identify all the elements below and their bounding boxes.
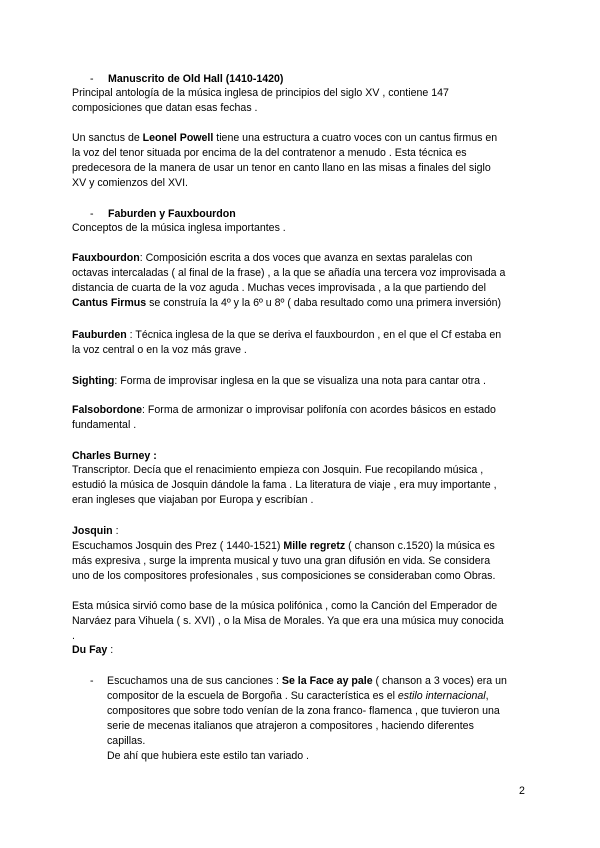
heading-old-hall: Manuscrito de Old Hall (1410-1420) bbox=[108, 73, 284, 85]
text-run: ( chanson a 3 voces) era un bbox=[372, 675, 507, 687]
text-line: octavas intercaladas ( al final de la frase) , a la que se añadía una tercera voz improvisada a bbox=[72, 267, 506, 279]
text-line: distancia de cuarta de la voz aguda . Muchas veces improvisada , a la que partiendo del bbox=[72, 282, 486, 294]
bullet-dash: - bbox=[90, 73, 94, 85]
text-line: eran ingleses que viajaban por Europa y escribían . bbox=[72, 494, 314, 506]
text-run: tiene una estructura a cuatro voces con un cantus firmus en bbox=[213, 132, 498, 144]
heading-josquin: Josquin bbox=[72, 525, 113, 537]
text-line: Narváez para Vihuela ( s. XVI) , o la Misa de Morales. Ya que era una música muy conocida bbox=[72, 615, 504, 627]
text-line bbox=[72, 645, 113, 656]
text-line: predecesora de la manera de usar un tenor en canto llano en las misas a finales del siglo bbox=[72, 162, 491, 174]
text-line bbox=[72, 526, 119, 537]
term-mille-regretz: Mille regretz bbox=[283, 540, 346, 552]
text-line bbox=[72, 298, 501, 309]
text-line: . bbox=[72, 630, 75, 642]
text-line: fundamental . bbox=[72, 419, 137, 431]
text-run: Escuchamos una de sus canciones : bbox=[107, 675, 282, 687]
text-run: ( chanson c.1520) la música es bbox=[345, 540, 495, 552]
text-line bbox=[72, 330, 501, 341]
term-cantus-firmus: Cantus Firmus bbox=[72, 297, 147, 309]
text-line: Esta música sirvió como base de la música polifónica , como la Canción del Emperador de bbox=[72, 600, 498, 612]
text-line bbox=[72, 376, 486, 387]
text-run: : Composición escrita a dos voces que avanza en sextas paralelas con bbox=[139, 252, 473, 264]
text-line: compositores que sobre todo venían de la zona franco- flamenca , que tuvieron una bbox=[107, 705, 500, 717]
heading-du-fay: Du Fay bbox=[72, 644, 108, 656]
text-run: , bbox=[485, 690, 489, 702]
bullet-dash: - bbox=[90, 675, 94, 687]
text-line bbox=[107, 676, 507, 687]
text-line: Conceptos de la música inglesa importantes . bbox=[72, 222, 286, 234]
text-line: XV y comienzos del XVI. bbox=[72, 177, 188, 189]
term-leonel-powell: Leonel Powell bbox=[142, 132, 214, 144]
heading-charles-burney: Charles Burney : bbox=[72, 450, 157, 462]
page-number: 2 bbox=[519, 785, 525, 797]
text-run: : Forma de armonizar o improvisar polifonía con acordes básicos en estado bbox=[142, 404, 496, 416]
text-line: Principal antología de la música inglesa de principios del siglo XV , contiene 147 bbox=[72, 87, 449, 99]
text-run: Un sanctus de bbox=[72, 132, 143, 144]
text-line: Transcriptor. Decía que el renacimiento empieza con Josquin. Fue recopilando música , bbox=[72, 464, 484, 476]
text-line: serie de mecenas italianos que atrajeron a compositores , haciendo diferentes bbox=[107, 720, 474, 732]
text-line bbox=[72, 541, 495, 552]
text-line bbox=[72, 133, 497, 144]
text-line: composiciones que datan esas fechas . bbox=[72, 102, 258, 114]
text-line: uno de los compositores profesionales , sus composiciones se consideraban como Obras. bbox=[72, 570, 496, 582]
term-se-la-face-ay-pale: Se la Face ay pale bbox=[281, 675, 373, 687]
bullet-dash: - bbox=[90, 208, 94, 220]
term-estilo-internacional: estilo internacional bbox=[397, 690, 486, 702]
text-line bbox=[72, 253, 472, 264]
text-line bbox=[72, 405, 496, 416]
text-line: más expresiva , surge la imprenta musical y tuvo una gran difusión en vida. Se considera bbox=[72, 555, 491, 567]
text-line bbox=[107, 691, 489, 702]
text-line: la voz del tenor situada por encima de la del contratenor a menudo . Esta técnica es bbox=[72, 147, 467, 159]
text-line: estudió la música de Josquin dándole la fama . La literatura de viaje , era muy importante , bbox=[72, 479, 497, 491]
text-run: compositor de la escuela de Borgoña . Su característica es el bbox=[107, 690, 398, 702]
text-line: capillas. bbox=[107, 735, 146, 747]
text-run: : bbox=[107, 644, 114, 656]
term-sighting: Sighting bbox=[72, 375, 115, 387]
term-falsobordone: Falsobordone bbox=[72, 404, 143, 416]
text-run: Escuchamos Josquin des Prez ( 1440-1521) bbox=[72, 540, 284, 552]
text-run: : bbox=[112, 525, 119, 537]
term-fauxbourdon: Fauxbourdon bbox=[72, 252, 140, 264]
text-run: se construía la 4º y la 6º u 8º ( daba resultado como una primera inversión) bbox=[146, 297, 502, 309]
heading-faburden: Faburden y Fauxbourdon bbox=[108, 208, 236, 220]
term-fauburden: Fauburden bbox=[72, 329, 127, 341]
text-run: : Forma de improvisar inglesa en la que se visualiza una nota para cantar otra . bbox=[114, 375, 486, 387]
text-line: De ahí que hubiera este estilo tan variado . bbox=[107, 750, 310, 762]
text-run: : Técnica inglesa de la que se deriva el fauxbourdon , en el que el Cf estaba en bbox=[126, 329, 502, 341]
text-line: la voz central o en la voz más grave . bbox=[72, 344, 247, 356]
